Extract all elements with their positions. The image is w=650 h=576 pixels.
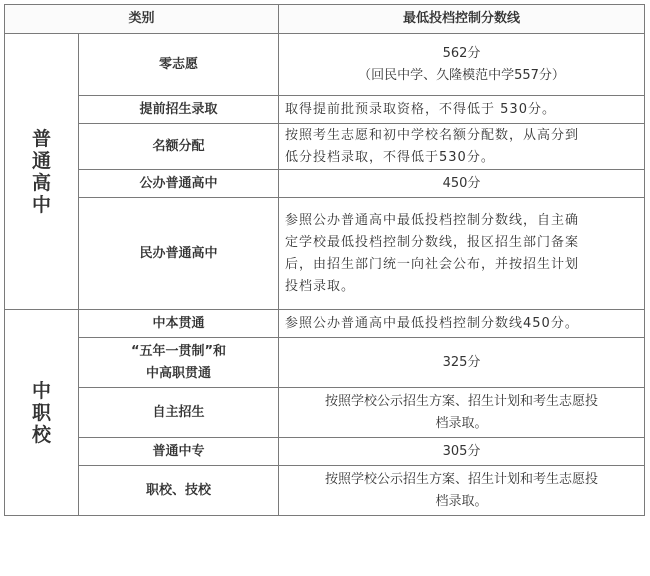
category-label: 中本贯通	[152, 315, 205, 331]
group-label-char: 通	[31, 149, 51, 172]
score-text: 按照考生志愿和初中学校名额分配数，从高分到	[285, 127, 580, 143]
category-label: 零志愿	[159, 56, 199, 72]
table-row	[5, 388, 645, 438]
table-row	[5, 438, 645, 466]
score-text: 档录取。	[435, 415, 488, 431]
header-category: 类别	[5, 5, 279, 34]
category-label: 职校、技校	[146, 482, 212, 498]
group-regular-high-school	[5, 34, 79, 310]
table-row	[5, 96, 645, 124]
group-vocational-school	[5, 310, 79, 516]
group-label-char: 普	[31, 127, 51, 150]
category-label: “五年一贯制”和	[130, 343, 227, 359]
category-cell	[79, 310, 279, 338]
score-cell	[279, 466, 645, 516]
score-text: 后，由招生部门统一向社会公布，并按招生计划	[285, 256, 580, 272]
category-cell	[79, 338, 279, 388]
score-cell	[279, 34, 645, 96]
score-text: （回民中学、久隆模范中学557分）	[358, 67, 565, 83]
table-row	[5, 338, 645, 388]
category-label: 提前招生录取	[139, 101, 218, 117]
category-cell	[79, 198, 279, 310]
group-label-char: 高	[31, 171, 51, 194]
score-text: 投档录取。	[285, 278, 356, 294]
score-text: 325分	[442, 354, 481, 370]
group-label-char: 职	[31, 401, 51, 424]
score-cell	[279, 338, 645, 388]
category-label: 民办普通高中	[139, 245, 218, 261]
score-cell	[279, 96, 645, 124]
table-row	[5, 34, 645, 96]
table-row	[5, 124, 645, 170]
category-label: 普通中专	[152, 443, 205, 459]
score-text: 低分投档录取，不得低于530分。	[285, 149, 495, 165]
admission-score-table	[4, 4, 645, 516]
score-text: 450分	[442, 175, 481, 191]
category-cell	[79, 34, 279, 96]
category-cell	[79, 124, 279, 170]
category-cell	[79, 388, 279, 438]
score-text: 定学校最低投档控制分数线，报区招生部门备案	[285, 234, 580, 250]
category-cell	[79, 170, 279, 198]
table-row	[5, 198, 645, 310]
category-label: 公办普通高中	[139, 175, 218, 191]
score-text: 参照公办普通高中最低投档控制分数线，自主确	[285, 212, 580, 228]
score-cell	[279, 170, 645, 198]
score-cell	[279, 388, 645, 438]
group-label-char: 中	[31, 379, 51, 402]
group-label-char: 校	[31, 423, 51, 446]
table-row	[5, 466, 645, 516]
group-label-char: 中	[31, 193, 51, 216]
score-text: 取得提前批预录取资格，不得低于 530分。	[285, 101, 556, 117]
score-text: 档录取。	[435, 493, 488, 509]
table-row	[5, 310, 645, 338]
table-row	[5, 170, 645, 198]
category-cell	[79, 438, 279, 466]
score-text: 305分	[442, 443, 481, 459]
table-header-row	[5, 5, 645, 34]
score-cell	[279, 124, 645, 170]
score-text: 562分	[442, 45, 481, 61]
category-cell	[79, 96, 279, 124]
category-cell	[79, 466, 279, 516]
category-label: 名额分配	[152, 138, 205, 154]
score-text: 按照学校公示招生方案、招生计划和考生志愿投	[325, 393, 599, 409]
score-cell	[279, 438, 645, 466]
score-cell	[279, 198, 645, 310]
score-text: 参照公办普通高中最低投档控制分数线450分。	[285, 315, 579, 331]
score-cell	[279, 310, 645, 338]
score-text: 按照学校公示招生方案、招生计划和考生志愿投	[325, 471, 599, 487]
category-label: 中高职贯通	[146, 365, 212, 381]
header-score: 最低投档控制分数线	[279, 5, 645, 34]
category-label: 自主招生	[152, 404, 205, 420]
